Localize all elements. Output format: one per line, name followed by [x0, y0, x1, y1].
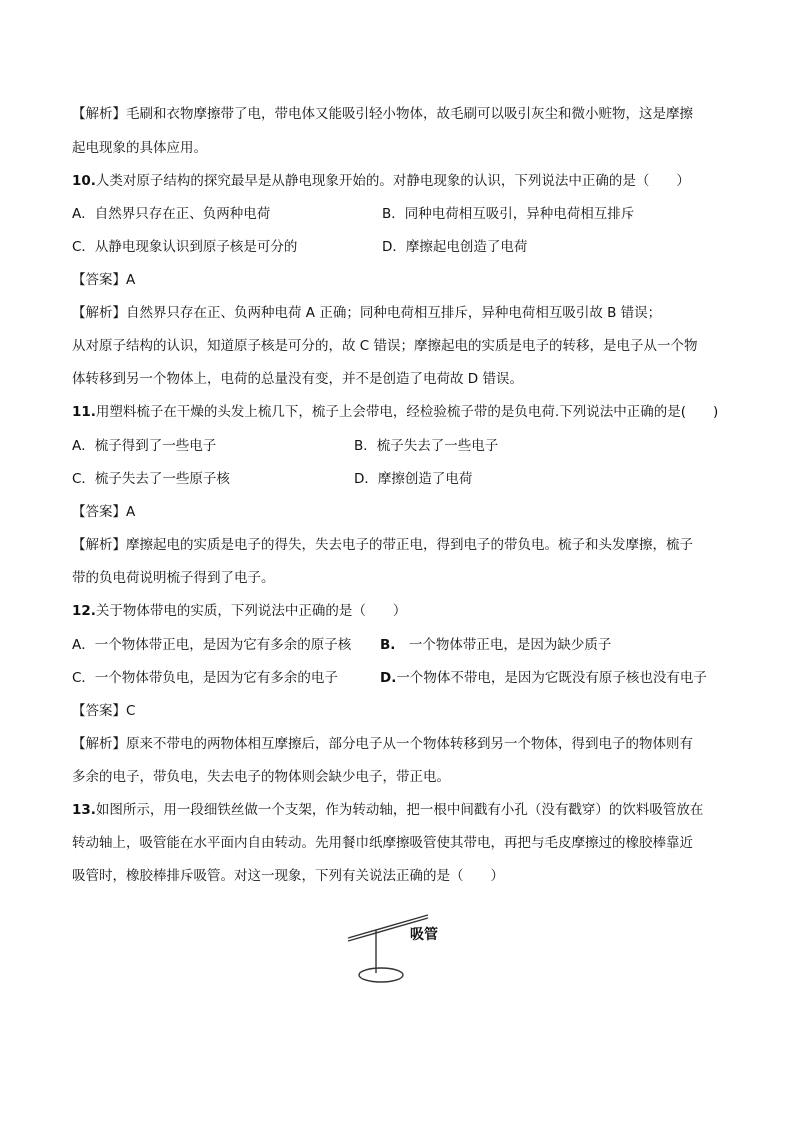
q12-analysis-line1 [72, 734, 693, 754]
question-number: 10. [72, 173, 96, 189]
q12-answer: 【答案】C [72, 703, 136, 719]
q10-answer: 【答案】A [72, 272, 136, 288]
q9-analysis-line1 [72, 104, 693, 124]
q11-option-a: A．梳子得到了一些电子 [72, 438, 217, 454]
q11-option-d: D．摩擦创造了电荷 [354, 471, 473, 487]
option-text: 一个物体带正电，是因为缺少质子 [395, 637, 612, 653]
axis-base [359, 968, 403, 982]
question-number: 12. [72, 603, 96, 619]
q12-option-b [380, 635, 611, 655]
q12-option-c: C．一个物体带负电，是因为它有多余的电子 [72, 670, 338, 686]
analysis-label: 【解析】 [72, 106, 126, 122]
q9-analysis-line2: 起电现象的具体应用。 [72, 140, 207, 156]
analysis-text: 毛刷和衣物摩擦带了电，带电体又能吸引轻小物体，故毛刷可以吸引灰尘和微小赃物，这是摩擦 [126, 106, 693, 122]
q12-analysis-line2: 多余的电子，带负电，失去电子的物体则会缺少电子，带正电。 [72, 769, 450, 785]
q12-option-d [380, 668, 707, 688]
question-number: 11. [72, 404, 96, 420]
question-number: 13. [72, 802, 96, 818]
q11-analysis-line2: 带的负电荷说明梳子得到了电子。 [72, 570, 275, 586]
question-stem: 用塑料梳子在干燥的头发上梳几下，梳子上会带电，经检验梳子带的是负电荷.下列说法中正确的是( ) [95, 404, 719, 420]
straw-on-axis-figure [340, 905, 450, 990]
option-letter: B. [380, 637, 396, 653]
q10-stem [72, 171, 690, 191]
q11-analysis-line1 [72, 535, 693, 555]
q11-option-b: B．梳子失去了一些电子 [354, 438, 499, 454]
q10-analysis-line2: 从对原子结构的认识，知道原子核是可分的，故 C 错误；摩擦起电的实质是电子的转移，是电子从一个物 [72, 338, 698, 354]
analysis-label: 【解析】 [72, 736, 126, 752]
q12-stem [72, 601, 406, 621]
q10-analysis-line3: 体转移到另一个物体上，电荷的总量没有变，并不是创造了电荷故 D 错误。 [72, 371, 523, 387]
q13-stem-line1 [72, 800, 703, 820]
analysis-text: 自然界只存在正、负两种电荷 A 正确；同种电荷相互排斥，异种电荷相互吸引故 B 错误； [126, 305, 662, 321]
q13-stem-line2: 转动轴上，吸管能在水平面内自由转动。先用餐巾纸摩擦吸管使其带电，再把与毛皮摩擦过的橡胶棒靠近 [72, 835, 693, 851]
figure-label: 吸管 [410, 927, 438, 943]
option-text: 一个物体不带电，是因为它既没有原子核也没有电子 [396, 670, 707, 686]
q13-stem-line3: 吸管时，橡胶棒排斥吸管。对这一现象，下列有关说法正确的是（ ） [72, 868, 504, 884]
q10-option-a: A．自然界只存在正、负两种电荷 [72, 206, 271, 222]
option-letter: D. [380, 670, 397, 686]
q11-answer: 【答案】A [72, 504, 136, 520]
q11-stem [72, 402, 718, 422]
question-stem: 人类对原子结构的探究最早是从静电现象开始的。对静电现象的认识，下列说法中正确的是（ ） [95, 173, 690, 189]
q10-option-d: D．摩擦起电创造了电荷 [382, 239, 528, 255]
q10-option-b: B．同种电荷相互吸引，异种电荷相互排斥 [382, 206, 635, 222]
q12-option-a: A．一个物体带正电，是因为它有多余的原子核 [72, 637, 352, 653]
q10-analysis-line1 [72, 303, 661, 323]
q10-option-c: C．从静电现象认识到原子核是可分的 [72, 239, 298, 255]
analysis-label: 【解析】 [72, 537, 126, 553]
q11-option-c: C．梳子失去了一些原子核 [72, 471, 230, 487]
question-stem: 如图所示，用一段细铁丝做一个支架，作为转动轴，把一根中间戳有小孔（没有戳穿）的饮料吸管放在 [95, 802, 704, 818]
analysis-label: 【解析】 [72, 305, 126, 321]
analysis-text: 原来不带电的两物体相互摩擦后，部分电子从一个物体转移到另一个物体，得到电子的物体则有 [126, 736, 693, 752]
question-stem: 关于物体带电的实质，下列说法中正确的是（ ） [95, 603, 407, 619]
analysis-text: 摩擦起电的实质是电子的得失，失去电子的带正电，得到电子的带负电。梳子和头发摩擦，梳子 [126, 537, 693, 553]
